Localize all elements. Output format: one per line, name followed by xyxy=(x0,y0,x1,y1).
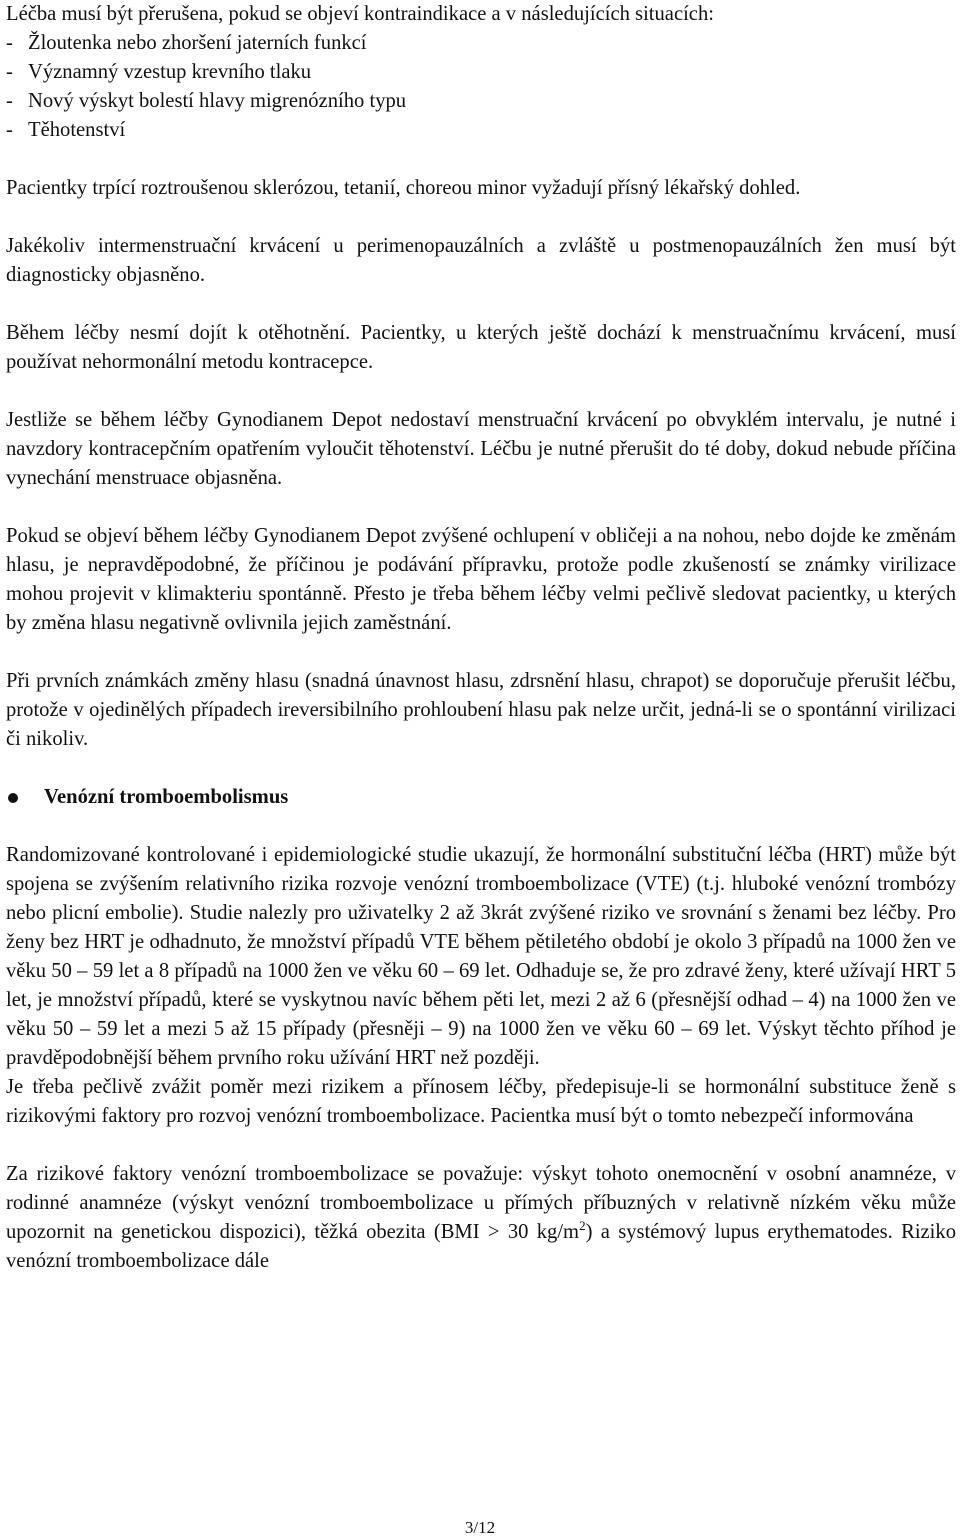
list-item-text: Významný vzestup krevního tlaku xyxy=(28,61,312,83)
paragraph-supervision: Pacientky trpící roztroušenou sklerózou, tetanií, choreou minor vyžadují přísný lékařský dohled. xyxy=(6,177,801,199)
paragraph-bleeding: Jakékoliv intermenstruační krvácení u perimenopauzálních a zvláště u postmenopauzálních žen musí být diagnosticky objasněno. xyxy=(6,235,956,286)
list-item-text: Těhotenství xyxy=(28,119,126,141)
dash-marker: - xyxy=(6,90,13,112)
risk-text-end: ) a systémový lupus erythematodes. Riziko venózní tromboembolizace dále xyxy=(6,1221,957,1272)
paragraph-voice-change: Při prvních známkách změny hlasu (snadná únavnost hlasu, zdrsnění hlasu, chrapot) se doporučuje přerušit léčbu, protože v ojedinělých případech ireversibilního prohloubení hlasu pak nelze určit, jedná-li se o spontánní virilizaci či nikoliv. xyxy=(6,670,956,750)
document-page xyxy=(6,0,956,1276)
intro-text: Léčba musí být přerušena, pokud se objeví kontraindikace a v následujících situacích: xyxy=(6,3,714,25)
page-number: 3/12 xyxy=(464,1518,496,1537)
paragraph-vte-studies: Randomizované kontrolované i epidemiologické studie ukazují, že hormonální substituční léčba (HRT) může být spojena se zvýšením relativního rizika rozvoje venózní tromboembolizace (VTE) (t.j. hluboké venózní trombózy nebo plicní embolie). Studie nalezly pro uživatelky 2 až 3krát zvýšené riziko ve srovnání s ženami bez léčby. Pro ženy bez HRT je odhadnuto, že množství případů VTE během pětiletého období je okolo 3 případů na 1000 žen ve věku 50 – 59 let a 8 případů na 1000 žen ve věku 60 – 69 let. Odhaduje se, že pro zdravé ženy, které užívají HRT 5 let, je množství případů, které se vyskytnou navíc během pěti let, mezi 2 až 6 (přesnější odhad – 4) na 1000 žen ve věku 50 – 59 let a mezi 5 až 15 případy (přesněji – 9) na 1000 žen ve věku 60 – 69 let. Výskyt těchto příhod je pravděpodobnější během prvního roku užívání HRT než později. xyxy=(6,844,956,1069)
list-item xyxy=(6,87,956,116)
list-item-text: Nový výskyt bolestí hlavy migrenózního typu xyxy=(28,90,407,112)
list-item xyxy=(6,116,956,145)
dash-marker: - xyxy=(6,32,13,54)
paragraph-risk-factors xyxy=(6,1160,956,1276)
list-item xyxy=(6,29,956,58)
superscript: 2 xyxy=(579,1218,586,1234)
dash-marker: - xyxy=(6,61,13,83)
contraindication-list xyxy=(6,29,956,145)
risk-text-start: Za rizikové faktory venózní tromboembolizace se považuje: výskyt tohoto onemocnění v osobní anamnéze, v rodinné anamnéze (výskyt venózní tromboembolizace u přímých příbuzných v relativně nízkém věku může upozornit na genetickou dispozici), těžká obezita (BMI > 30 kg/m xyxy=(6,1163,956,1243)
section-heading-text: Venózní tromboembolismus xyxy=(44,786,289,808)
dash-marker: - xyxy=(6,119,13,141)
paragraph-menstruation: Jestliže se během léčby Gynodianem Depot nedostaví menstruační krvácení po obvyklém intervalu, je nutné i navzdory kontracepčním opatřením vyloučit těhotenství. Léčbu je nutné přerušit do té doby, dokud nebude příčina vynechání menstruace objasněna. xyxy=(6,409,956,489)
paragraph-virilization: Pokud se objeví během léčby Gynodianem Depot zvýšené ochlupení v obličeji a na nohou, nebo dojde ke změnám hlasu, je nepravděpodobné, že příčinou je podávání přípravku, protože podle zkušeností se známky virilizace mohou projevit v klimakteriu spontánně. Přesto je třeba během léčby velmi pečlivě sledovat pacientky, u kterých by změna hlasu negativně ovlivnila jejich zaměstnání. xyxy=(6,525,956,634)
list-item-text: Žloutenka nebo zhoršení jaterních funkcí xyxy=(28,32,367,54)
section-heading xyxy=(6,783,956,812)
paragraph-vte-risk-benefit: Je třeba pečlivě zvážit poměr mezi rizikem a přínosem léčby, předepisuje-li se hormonální substituce ženě s rizikovými faktory pro rozvoj venózní tromboembolizace. Pacientka musí být o tomto nebezpečí informována xyxy=(6,1076,956,1127)
bullet-icon xyxy=(8,793,18,803)
paragraph-pregnancy: Během léčby nesmí dojít k otěhotnění. Pacientky, u kterých ještě dochází k menstruačnímu krvácení, musí používat nehormonální metodu kontracepce. xyxy=(6,322,956,373)
list-item xyxy=(6,58,956,87)
